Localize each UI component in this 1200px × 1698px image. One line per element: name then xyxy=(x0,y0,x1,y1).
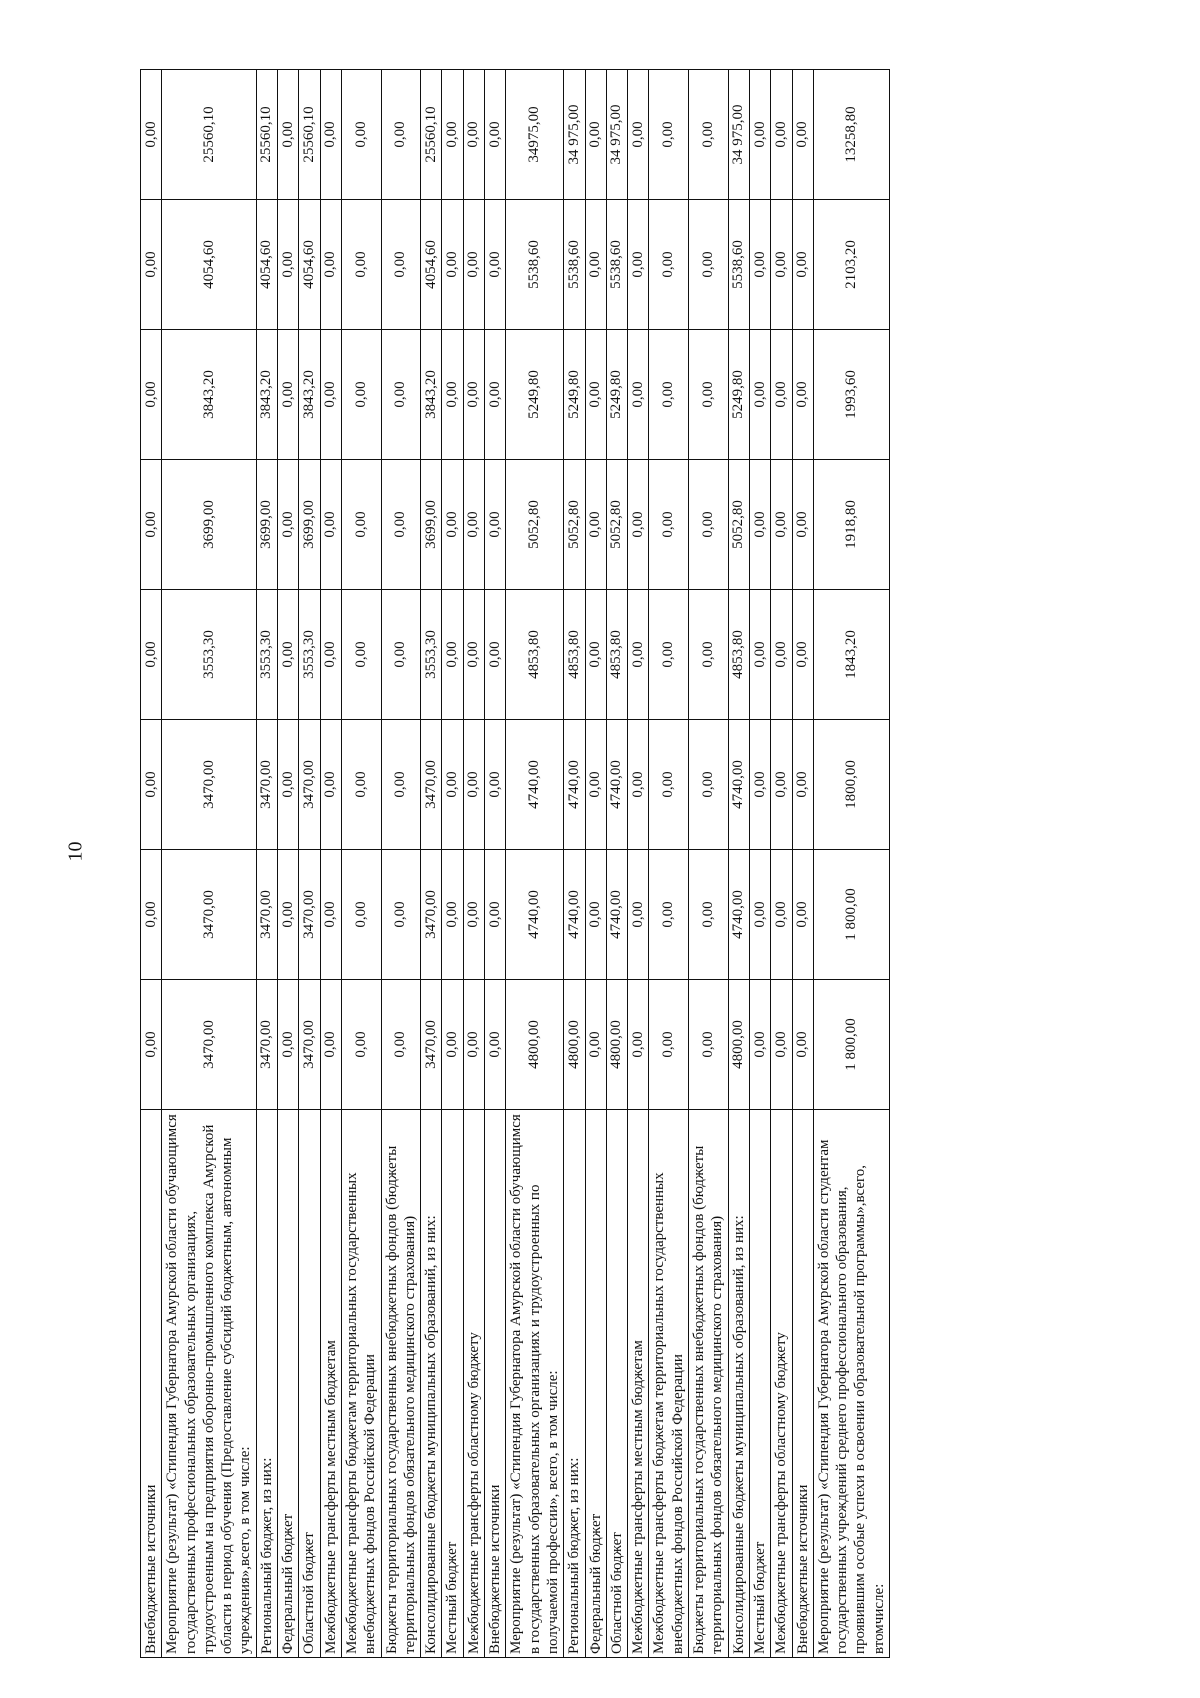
value-cell: 0,00 xyxy=(442,980,463,1110)
table-row xyxy=(506,70,564,1658)
value-cell: 0,00 xyxy=(485,330,506,460)
value-cell: 0,00 xyxy=(278,980,299,1110)
value-cell: 0,00 xyxy=(628,70,649,200)
value-cell: 3470,00 xyxy=(162,980,256,1110)
row-label: Консолидированные бюджеты муниципальных образований, из них: xyxy=(421,1110,442,1658)
value-cell: 1843,20 xyxy=(813,590,889,720)
value-cell: 0,00 xyxy=(141,980,162,1110)
value-cell: 0,00 xyxy=(320,720,341,850)
value-cell: 0,00 xyxy=(381,70,421,200)
value-cell: 0,00 xyxy=(585,850,606,980)
value-cell: 0,00 xyxy=(141,720,162,850)
row-label: Бюджеты территориальных государственных внебюджетных фондов (бюджеты территориальных фондов обязательного медицинского страхования) xyxy=(689,1110,729,1658)
value-cell: 0,00 xyxy=(628,460,649,590)
value-cell: 3553,30 xyxy=(299,590,320,720)
table-row xyxy=(341,70,381,1658)
value-cell: 0,00 xyxy=(628,980,649,1110)
value-cell: 4800,00 xyxy=(606,980,627,1110)
value-cell: 0,00 xyxy=(278,460,299,590)
value-cell: 0,00 xyxy=(485,70,506,200)
value-cell: 0,00 xyxy=(771,460,792,590)
value-cell: 0,00 xyxy=(141,70,162,200)
value-cell: 0,00 xyxy=(341,200,381,330)
value-cell: 5538,60 xyxy=(606,200,627,330)
table-row xyxy=(320,70,341,1658)
value-cell: 0,00 xyxy=(320,590,341,720)
value-cell: 4800,00 xyxy=(564,980,585,1110)
value-cell: 0,00 xyxy=(442,70,463,200)
value-cell: 0,00 xyxy=(320,850,341,980)
table-row xyxy=(628,70,649,1658)
value-cell: 0,00 xyxy=(320,460,341,590)
value-cell: 34 975,00 xyxy=(606,70,627,200)
value-cell: 3470,00 xyxy=(421,980,442,1110)
value-cell: 13258,80 xyxy=(813,70,889,200)
value-cell: 0,00 xyxy=(649,330,689,460)
value-cell: 0,00 xyxy=(278,850,299,980)
row-label: Местный бюджет xyxy=(749,1110,770,1658)
value-cell: 4800,00 xyxy=(506,980,564,1110)
value-cell: 0,00 xyxy=(749,200,770,330)
value-cell: 3843,20 xyxy=(299,330,320,460)
value-cell: 0,00 xyxy=(463,590,484,720)
value-cell: 3470,00 xyxy=(162,720,256,850)
value-cell: 0,00 xyxy=(278,70,299,200)
value-cell: 3470,00 xyxy=(256,720,277,850)
value-cell: 0,00 xyxy=(628,850,649,980)
value-cell: 0,00 xyxy=(463,720,484,850)
value-cell: 3470,00 xyxy=(256,980,277,1110)
value-cell: 0,00 xyxy=(381,330,421,460)
value-cell: 0,00 xyxy=(463,330,484,460)
value-cell: 0,00 xyxy=(689,720,729,850)
value-cell: 1993,60 xyxy=(813,330,889,460)
table-row xyxy=(278,70,299,1658)
budget-table xyxy=(140,69,890,1658)
value-cell: 0,00 xyxy=(628,720,649,850)
value-cell: 0,00 xyxy=(749,590,770,720)
value-cell: 0,00 xyxy=(442,720,463,850)
table-row xyxy=(749,70,770,1658)
value-cell: 3470,00 xyxy=(299,980,320,1110)
value-cell: 34 975,00 xyxy=(728,70,749,200)
value-cell: 3553,30 xyxy=(256,590,277,720)
value-cell: 0,00 xyxy=(320,200,341,330)
value-cell: 4853,80 xyxy=(728,590,749,720)
value-cell: 0,00 xyxy=(442,590,463,720)
table-row xyxy=(141,70,162,1658)
value-cell: 0,00 xyxy=(628,200,649,330)
value-cell: 0,00 xyxy=(141,590,162,720)
value-cell: 4853,80 xyxy=(506,590,564,720)
value-cell: 5052,80 xyxy=(728,460,749,590)
table-row xyxy=(728,70,749,1658)
row-label: Межбюджетные трансферты местным бюджетам xyxy=(628,1110,649,1658)
value-cell: 4054,60 xyxy=(299,200,320,330)
table-row xyxy=(813,70,889,1658)
value-cell: 0,00 xyxy=(649,590,689,720)
value-cell: 3470,00 xyxy=(421,720,442,850)
value-cell: 0,00 xyxy=(792,460,813,590)
value-cell: 0,00 xyxy=(485,980,506,1110)
value-cell: 0,00 xyxy=(649,850,689,980)
value-cell: 0,00 xyxy=(463,460,484,590)
value-cell: 0,00 xyxy=(771,850,792,980)
value-cell: 0,00 xyxy=(341,330,381,460)
row-label: Межбюджетные трансферты областному бюджету xyxy=(463,1110,484,1658)
value-cell: 0,00 xyxy=(585,70,606,200)
table-row xyxy=(689,70,729,1658)
value-cell: 0,00 xyxy=(442,330,463,460)
value-cell: 0,00 xyxy=(689,200,729,330)
value-cell: 0,00 xyxy=(141,460,162,590)
value-cell: 3843,20 xyxy=(162,330,256,460)
value-cell: 0,00 xyxy=(749,70,770,200)
value-cell: 5249,80 xyxy=(606,330,627,460)
value-cell: 0,00 xyxy=(381,980,421,1110)
value-cell: 4054,60 xyxy=(162,200,256,330)
value-cell: 0,00 xyxy=(141,850,162,980)
row-label: Внебюджетные источники xyxy=(792,1110,813,1658)
value-cell: 4853,80 xyxy=(564,590,585,720)
row-label: Бюджеты территориальных государственных внебюджетных фондов (бюджеты территориальных фондов обязательного медицинского страхования) xyxy=(381,1110,421,1658)
value-cell: 0,00 xyxy=(771,70,792,200)
value-cell: 0,00 xyxy=(689,980,729,1110)
value-cell: 5249,80 xyxy=(506,330,564,460)
table-row xyxy=(162,70,256,1658)
value-cell: 0,00 xyxy=(749,460,770,590)
value-cell: 1 800,00 xyxy=(813,850,889,980)
value-cell: 0,00 xyxy=(749,850,770,980)
value-cell: 5052,80 xyxy=(606,460,627,590)
value-cell: 4740,00 xyxy=(506,720,564,850)
value-cell: 25560,10 xyxy=(256,70,277,200)
value-cell: 0,00 xyxy=(771,200,792,330)
value-cell: 0,00 xyxy=(278,200,299,330)
value-cell: 0,00 xyxy=(689,590,729,720)
value-cell: 0,00 xyxy=(485,200,506,330)
row-label: Региональный бюджет, из них: xyxy=(256,1110,277,1658)
value-cell: 1 800,00 xyxy=(813,980,889,1110)
row-label: Межбюджетные трансферты бюджетам территориальных государственных внебюджетных фондов Российской Федерации xyxy=(649,1110,689,1658)
value-cell: 0,00 xyxy=(585,590,606,720)
value-cell: 5538,60 xyxy=(564,200,585,330)
table-row xyxy=(771,70,792,1658)
value-cell: 3470,00 xyxy=(421,850,442,980)
value-cell: 5538,60 xyxy=(506,200,564,330)
value-cell: 0,00 xyxy=(278,330,299,460)
value-cell: 0,00 xyxy=(381,590,421,720)
value-cell: 4853,80 xyxy=(606,590,627,720)
value-cell: 0,00 xyxy=(585,980,606,1110)
value-cell: 4800,00 xyxy=(728,980,749,1110)
table-row xyxy=(649,70,689,1658)
value-cell: 1800,00 xyxy=(813,720,889,850)
value-cell: 0,00 xyxy=(628,330,649,460)
value-cell: 1918,80 xyxy=(813,460,889,590)
table-row xyxy=(463,70,484,1658)
value-cell: 0,00 xyxy=(442,850,463,980)
value-cell: 0,00 xyxy=(485,460,506,590)
value-cell: 0,00 xyxy=(749,330,770,460)
value-cell: 5538,60 xyxy=(728,200,749,330)
value-cell: 0,00 xyxy=(485,850,506,980)
value-cell: 4740,00 xyxy=(728,850,749,980)
table-row xyxy=(564,70,585,1658)
value-cell: 0,00 xyxy=(771,720,792,850)
value-cell: 25560,10 xyxy=(162,70,256,200)
row-label: Консолидированные бюджеты муниципальных образований, из них: xyxy=(728,1110,749,1658)
value-cell: 0,00 xyxy=(463,200,484,330)
value-cell: 3470,00 xyxy=(256,850,277,980)
table-row xyxy=(585,70,606,1658)
table-row xyxy=(381,70,421,1658)
value-cell: 4740,00 xyxy=(564,850,585,980)
value-cell: 0,00 xyxy=(792,590,813,720)
value-cell: 3843,20 xyxy=(256,330,277,460)
value-cell: 0,00 xyxy=(771,980,792,1110)
value-cell: 0,00 xyxy=(341,980,381,1110)
value-cell: 0,00 xyxy=(381,460,421,590)
value-cell: 3699,00 xyxy=(162,460,256,590)
row-label: Областной бюджет xyxy=(299,1110,320,1658)
value-cell: 0,00 xyxy=(628,590,649,720)
value-cell: 3699,00 xyxy=(256,460,277,590)
table-row xyxy=(606,70,627,1658)
value-cell: 3553,30 xyxy=(421,590,442,720)
value-cell: 0,00 xyxy=(585,200,606,330)
value-cell: 4054,60 xyxy=(256,200,277,330)
value-cell: 3699,00 xyxy=(299,460,320,590)
value-cell: 0,00 xyxy=(649,70,689,200)
value-cell: 0,00 xyxy=(442,460,463,590)
value-cell: 0,00 xyxy=(341,720,381,850)
table-row xyxy=(485,70,506,1658)
value-cell: 0,00 xyxy=(689,460,729,590)
value-cell: 0,00 xyxy=(141,200,162,330)
value-cell: 0,00 xyxy=(771,330,792,460)
value-cell: 0,00 xyxy=(689,70,729,200)
value-cell: 0,00 xyxy=(341,850,381,980)
value-cell: 0,00 xyxy=(792,850,813,980)
value-cell: 0,00 xyxy=(649,200,689,330)
value-cell: 5249,80 xyxy=(728,330,749,460)
value-cell: 4740,00 xyxy=(606,720,627,850)
value-cell: 0,00 xyxy=(792,70,813,200)
table-row xyxy=(421,70,442,1658)
table-row xyxy=(299,70,320,1658)
value-cell: 0,00 xyxy=(320,70,341,200)
value-cell: 0,00 xyxy=(689,330,729,460)
value-cell: 5249,80 xyxy=(564,330,585,460)
value-cell: 0,00 xyxy=(585,460,606,590)
value-cell: 0,00 xyxy=(463,70,484,200)
value-cell: 3470,00 xyxy=(299,720,320,850)
value-cell: 0,00 xyxy=(320,980,341,1110)
value-cell: 0,00 xyxy=(463,980,484,1110)
value-cell: 0,00 xyxy=(442,200,463,330)
budget-table-body xyxy=(141,70,890,1658)
value-cell: 0,00 xyxy=(792,720,813,850)
value-cell: 0,00 xyxy=(381,850,421,980)
row-label: Мероприятие (результат) «Стипендия Губернатора Амурской области обучающимся в государственных образовательных организациях и трудоустроенных по получаемой профессии», всего, в том числе: xyxy=(506,1110,564,1658)
value-cell: 3553,30 xyxy=(162,590,256,720)
value-cell: 0,00 xyxy=(485,720,506,850)
value-cell: 0,00 xyxy=(485,590,506,720)
value-cell: 0,00 xyxy=(381,200,421,330)
value-cell: 0,00 xyxy=(278,590,299,720)
row-label: Межбюджетные трансферты бюджетам территориальных государственных внебюджетных фондов Российской Федерации xyxy=(341,1110,381,1658)
row-label: Мероприятие (результат) «Стипендия Губернатора Амурской области студентам государственных учреждений среднего профессионального образования, проявившим особые успехи в освоении образовательной программы»,всего, втомчисле: xyxy=(813,1110,889,1658)
value-cell: 0,00 xyxy=(381,720,421,850)
value-cell: 0,00 xyxy=(320,330,341,460)
value-cell: 4740,00 xyxy=(606,850,627,980)
value-cell: 0,00 xyxy=(749,980,770,1110)
value-cell: 0,00 xyxy=(649,980,689,1110)
value-cell: 0,00 xyxy=(749,720,770,850)
value-cell: 25560,10 xyxy=(299,70,320,200)
value-cell: 0,00 xyxy=(771,590,792,720)
row-label: Местный бюджет xyxy=(442,1110,463,1658)
value-cell: 0,00 xyxy=(341,590,381,720)
row-label: Межбюджетные трансферты областному бюджету xyxy=(771,1110,792,1658)
value-cell: 0,00 xyxy=(341,460,381,590)
value-cell: 0,00 xyxy=(649,460,689,590)
value-cell: 4054,60 xyxy=(421,200,442,330)
row-label: Областной бюджет xyxy=(606,1110,627,1658)
value-cell: 5052,80 xyxy=(564,460,585,590)
value-cell: 4740,00 xyxy=(506,850,564,980)
value-cell: 0,00 xyxy=(585,330,606,460)
value-cell: 0,00 xyxy=(792,980,813,1110)
value-cell: 4740,00 xyxy=(564,720,585,850)
row-label: Федеральный бюджет xyxy=(585,1110,606,1658)
value-cell: 34975,00 xyxy=(506,70,564,200)
value-cell: 3699,00 xyxy=(421,460,442,590)
value-cell: 2103,20 xyxy=(813,200,889,330)
value-cell: 0,00 xyxy=(792,330,813,460)
value-cell: 0,00 xyxy=(463,850,484,980)
value-cell: 0,00 xyxy=(649,720,689,850)
value-cell: 3470,00 xyxy=(299,850,320,980)
row-label: Мероприятие (результат) «Стипендия Губернатора Амурской области обучающимся государственных профессиональных образовательных организациях, трудоустроенным на предприятия оборонно-промышленного комплекса Амурской области в период обучения (Предоставление субсидий бюджетным, автономным учреждения»,всего, в том числе: xyxy=(162,1110,256,1658)
page-number: 10 xyxy=(64,841,87,862)
table-row xyxy=(792,70,813,1658)
value-cell: 25560,10 xyxy=(421,70,442,200)
value-cell: 5052,80 xyxy=(506,460,564,590)
budget-table-wrapper xyxy=(140,70,1060,1658)
value-cell: 0,00 xyxy=(585,720,606,850)
table-row xyxy=(442,70,463,1658)
row-label: Федеральный бюджет xyxy=(278,1110,299,1658)
value-cell: 0,00 xyxy=(141,330,162,460)
value-cell: 4740,00 xyxy=(728,720,749,850)
value-cell: 34 975,00 xyxy=(564,70,585,200)
value-cell: 0,00 xyxy=(341,70,381,200)
row-label: Межбюджетные трансферты местным бюджетам xyxy=(320,1110,341,1658)
value-cell: 0,00 xyxy=(792,200,813,330)
value-cell: 0,00 xyxy=(278,720,299,850)
value-cell: 3470,00 xyxy=(162,850,256,980)
table-row xyxy=(256,70,277,1658)
value-cell: 3843,20 xyxy=(421,330,442,460)
value-cell: 0,00 xyxy=(689,850,729,980)
row-label: Внебюджетные источники xyxy=(141,1110,162,1658)
row-label: Внебюджетные источники xyxy=(485,1110,506,1658)
row-label: Региональный бюджет, из них: xyxy=(564,1110,585,1658)
